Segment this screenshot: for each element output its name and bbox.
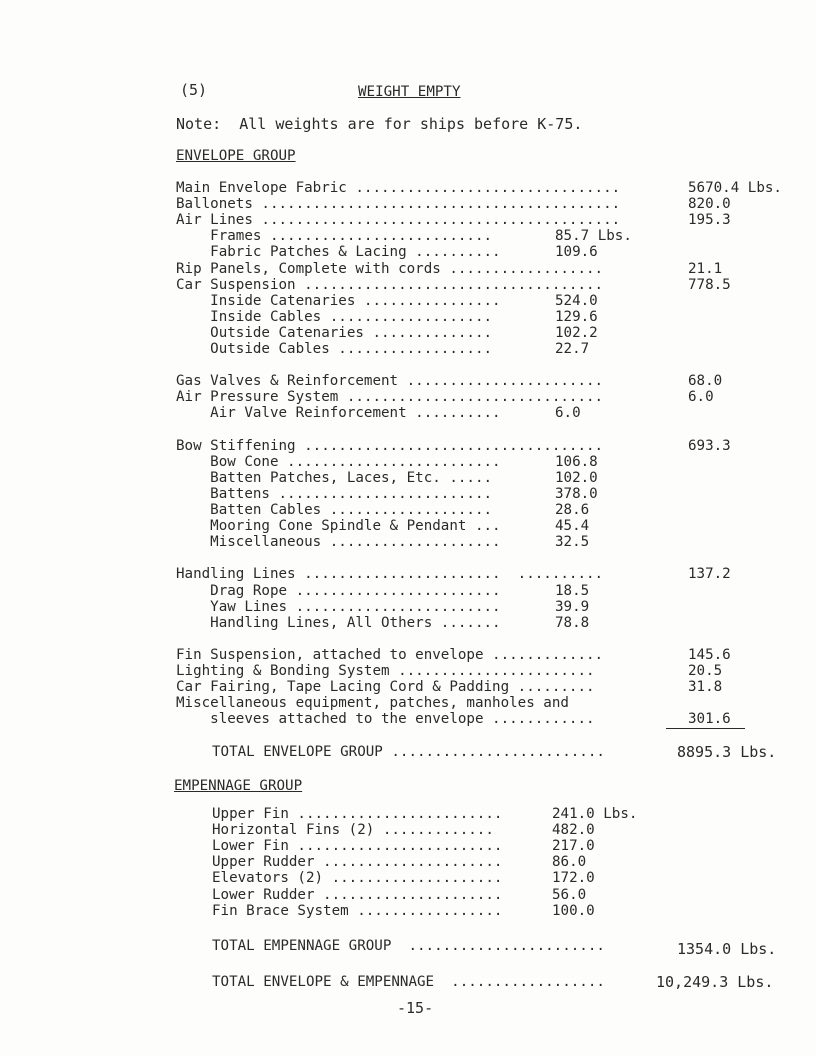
note: Note: All weights are for ships before K-75. [176, 115, 583, 133]
line-item-label: Batten Cables ................... [176, 502, 493, 518]
line-item-label: Rip Panels, Complete with cords .................. [176, 260, 604, 277]
line-item-label: Handling Lines, All Others ....... [176, 614, 501, 631]
line-item-label: Battens ......................... [176, 485, 493, 502]
line-item-subweight: 32.5 [555, 534, 590, 551]
line-item-weight: 301.6 [666, 711, 745, 729]
line-item-subweight: 39.9 [555, 598, 590, 615]
page-label: (5) [180, 81, 208, 99]
line-item-subweight: 524.0 [555, 292, 598, 309]
line-item-subweight: 6.0 [555, 405, 581, 422]
line-item-label: Air Valve Reinforcement .......... [176, 405, 501, 422]
line-item-subweight: 482.0 [552, 822, 595, 839]
line-item-weight: 21.1 [688, 260, 723, 277]
line-item-weight: 693.3 [688, 437, 731, 454]
line-item-subweight: 172.0 [552, 870, 595, 887]
line-item-subweight: 78.8 [555, 614, 590, 631]
line-item-subweight: 85.7 Lbs. [555, 228, 632, 245]
line-item-label: Handling Lines ....................... .......... [176, 566, 604, 583]
line-item-weight: 778.5 [688, 276, 731, 293]
line-item-subweight: 28.6 [555, 502, 590, 518]
empennage-total-value: 1354.0 Lbs. [677, 940, 777, 958]
line-item-weight: 68.0 [688, 373, 723, 390]
line-item-subweight: 378.0 [555, 485, 598, 502]
line-item-label: Bow Stiffening ................................... [176, 437, 604, 454]
line-item-label: Miscellaneous .................... [176, 534, 501, 551]
line-item-subweight: 217.0 [552, 838, 595, 855]
empennage-group-heading: EMPENNAGE GROUP [174, 778, 303, 794]
line-item-label: Inside Cables ................... [176, 308, 493, 325]
page-title: WEIGHT EMPTY [358, 84, 461, 100]
line-item-label: Lighting & Bonding System ....................... [176, 663, 595, 679]
line-item-weight: 20.5 [688, 663, 723, 679]
line-item-label: Bow Cone ......................... [176, 453, 501, 470]
line-item-weight: 5670.4 Lbs. [688, 180, 782, 196]
line-item-subweight: 18.5 [555, 582, 590, 599]
line-item-label: Lower Fin ........................ [212, 838, 503, 855]
line-item-weight: 31.8 [688, 679, 723, 696]
line-item-subweight: 109.6 [555, 244, 598, 261]
line-item-label: sleeves attached to the envelope ............ [176, 711, 595, 728]
empennage-total-label: TOTAL EMPENNAGE GROUP ....................... [212, 938, 605, 954]
line-item-label: Car Fairing, Tape Lacing Cord & Padding ......... [176, 679, 595, 696]
line-item-label: Gas Valves & Reinforcement ....................... [176, 373, 604, 390]
line-item-label: Elevators (2) .................... [212, 870, 503, 887]
line-item-label: Ballonets .......................................... [176, 196, 621, 213]
envelope-group-heading: ENVELOPE GROUP [176, 148, 296, 164]
line-item-label: Main Envelope Fabric ............................... [176, 180, 621, 196]
line-item-subweight: 102.0 [555, 469, 598, 486]
line-item-label: Fabric Patches & Lacing .......... [176, 244, 501, 261]
line-item-weight: 145.6 [688, 646, 731, 663]
line-item-weight: 195.3 [688, 212, 731, 229]
line-item-weight: 137.2 [688, 566, 731, 583]
line-item-label: Fin Suspension, attached to envelope ............. [176, 646, 604, 663]
line-item-subweight: 100.0 [552, 902, 595, 919]
line-item-label: Lower Rudder ..................... [212, 886, 503, 903]
line-item-label: Frames .......................... [176, 228, 493, 245]
line-item-label: Upper Fin ........................ [212, 806, 503, 822]
line-item-label: Air Pressure System .............................. [176, 389, 604, 406]
line-item-weight: 6.0 [688, 389, 714, 406]
envelope-total-label: TOTAL ENVELOPE GROUP ......................... [212, 744, 605, 760]
line-item-label: Outside Catenaries .............. [176, 324, 493, 341]
envelope-total-value: 8895.3 Lbs. [677, 743, 777, 761]
line-item-label: Miscellaneous equipment, patches, manholes and [176, 695, 569, 712]
line-item-label: Upper Rudder ..................... [212, 854, 503, 871]
line-item-label: Car Suspension ................................... [176, 276, 604, 293]
line-item-label: Horizontal Fins (2) ............. [212, 822, 494, 839]
line-item-label: Mooring Cone Spindle & Pendant ... [176, 518, 501, 535]
line-item-subweight: 241.0 Lbs. [552, 806, 638, 822]
line-item-subweight: 106.8 [555, 453, 598, 470]
grand-total-value: 10,249.3 Lbs. [656, 973, 774, 991]
line-item-subweight: 22.7 [555, 341, 590, 357]
line-item-weight: 820.0 [688, 196, 731, 213]
line-item-label: Batten Patches, Laces, Etc. ..... [176, 469, 493, 486]
line-item-label: Drag Rope ........................ [176, 582, 501, 599]
line-item-label: Air Lines .......................................... [176, 212, 621, 229]
line-item-subweight: 102.2 [555, 324, 598, 341]
grand-total-label: TOTAL ENVELOPE & EMPENNAGE .................. [212, 974, 605, 990]
line-item-label: Fin Brace System ................. [212, 902, 503, 919]
page-number: -15- [397, 999, 434, 1017]
line-item-subweight: 56.0 [552, 886, 587, 903]
line-item-label: Outside Cables .................. [176, 341, 493, 357]
line-item-label: Yaw Lines ........................ [176, 598, 501, 615]
line-item-label: Inside Catenaries ................ [176, 292, 501, 309]
line-item-subweight: 45.4 [555, 518, 590, 535]
line-item-subweight: 86.0 [552, 854, 587, 871]
line-item-subweight: 129.6 [555, 308, 598, 325]
